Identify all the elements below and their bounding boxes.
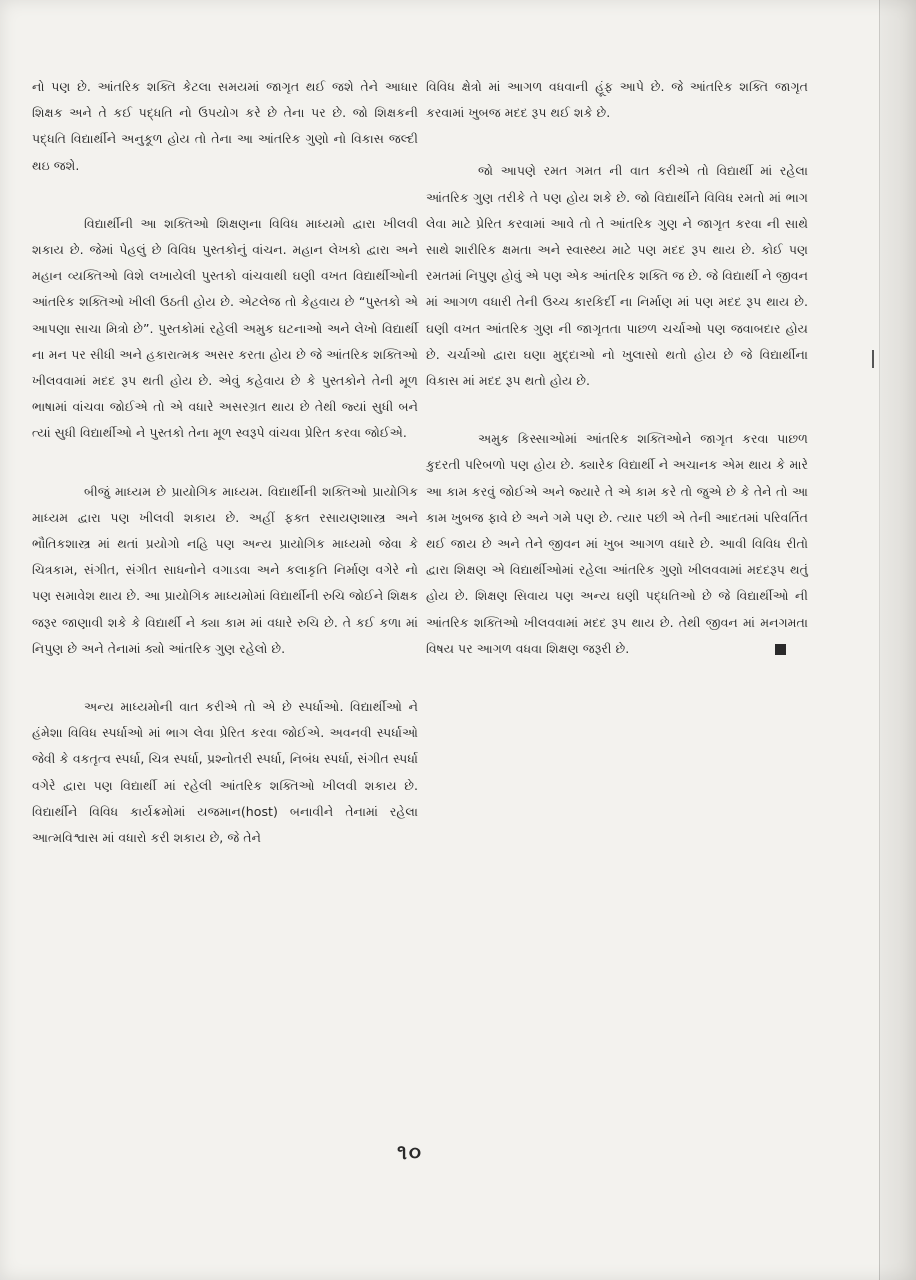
end-of-article-mark <box>775 644 786 655</box>
page-fold-line <box>879 0 880 1280</box>
left-paragraph-3: બીજું માધ્યમ છે પ્રાયોગિક માધ્યમ. વિદ્યાર્થીની શક્તિઓ પ્રાયોગિક માધ્યમ દ્વારા પણ ખીલવી શકાય છે. અહીં ફક્ત રસાયણશાસ્ત્ર અને ભૌતિકશાસ્ત્ર માં થતાં પ્રયોગો નહિ પણ અન્ય પ્રાયોગિક માધ્યમો જેવા કે ચિત્રકામ, સંગીત, સંગીત સાધનોને વગાડવા અને કલાકૃતિ નિર્માણ વગેરે નો પણ સમાવેશ થાય છે. આ પ્રાયોગિક માધ્યમોમાં વિદ્યાર્થીની રુચિ જોઈને શિક્ષક જરૂર જાણાવી શકે કે વિદ્યાર્થી ને ક્યા કામ માં વધારે રુચિ છે. તે કઈ કળા માં નિપુણ છે અને તેનામાં ક્યો આંતરિક ગુણ રહેલો છે. <box>32 483 418 656</box>
right-paragraph-3 <box>426 426 808 662</box>
right-paragraph-1: વિવિધ ક્ષેત્રો માં આગળ વધવાની હૂંફ આપે છે. જે આંતરિક શક્તિ જાગૃત કરવામાં ખુબજ મદદ રૂપ થઈ શકે છે. <box>426 79 808 121</box>
right-paragraph-3-text: અમુક કિસ્સાઓમાં આંતરિક શક્તિઓને જાગૃત કરવા પાછળ કુદરતી પરિબળો પણ હોય છે. ક્યારેક વિદ્યાર્થી ને અચાનક એમ થાય કે મારે આ કામ કરવું જોઈએ અને જ્યારે તે એ કામ કરે તો જુએ છે કે તેને તો આ કામ ખુબજ ફાવે છે અને ગમે પણ છે. ત્યાર પછી એ તેની આદતમાં પરિવર્તિત થઈ જાય છે અને તેને જીવન માં ખુબ આગળ વધારે છે. આવી વિવિધ રીતો દ્વારા શિક્ષણ એ વિદ્યાર્થીઓમાં રહેલા આંતરિક ગુણો ખીલવવામાં મદદરૂપ થતું હોય છે. શિક્ષણ સિવાય પણ અન્ય ઘણી પદ્ધતિઓ છે જે વિદ્યાર્થીઓ ની આંતરિક શક્તિઓ ખીલવવામાં મદદ રૂપ થાય છે. તેથી જીવન માં મનગમતા વિષય પર આગળ વધવા શિક્ષણ જરૂરી છે. <box>426 431 808 656</box>
right-column <box>426 74 808 662</box>
page-edge-mark <box>872 350 880 368</box>
page-number: ૧૦ <box>397 1140 423 1164</box>
left-column <box>32 74 418 851</box>
left-paragraph-4: અન્ય માધ્યમોની વાત કરીએ તો એ છે સ્પર્ધાઓ. વિદ્યાર્થીઓ ને હંમેશા વિવિધ સ્પર્ધાઓ માં ભાગ લેવા પ્રેરિત કરવા જોઈએ. અવનવી સ્પર્ધાઓ જેવી કે વકતૃત્વ સ્પર્ધા, ચિત્ર સ્પર્ધા, પ્રશ્નોતરી સ્પર્ધા, નિબંધ સ્પર્ધા, સંગીત સ્પર્ધા વગેરે દ્વારા પણ વિદ્યાર્થી માં રહેલી આંતરિક શક્તિઓ ખીલવી શકાય છે. વિદ્યાર્થીને વિવિધ કાર્યક્રમોમાં યજમાન(host) બનાવીને તેનામાં રહેલા આત્મવિશ્વાસ માં વધારો કરી શકાય છે, જે તેને <box>32 699 418 846</box>
page-gutter-shadow <box>880 0 916 1280</box>
left-paragraph-2: વિદ્યાર્થીની આ શક્તિઓ શિક્ષણના વિવિધ માધ્યમો દ્વારા ખીલવી શકાય છે. જેમાં પેહલું છે વિવિધ પુસ્તકોનું વાંચન. મહાન લેખકો દ્વારા અને મહાન વ્યક્તિઓ વિશે લખાયેલી પુસ્તકો વાંચવાથી ઘણી વખત વિદ્યાર્થીઓની આંતરિક શક્તિઓ ખીલી ઉઠતી હોય છે. એટલેજ તો કેહવાય છે “પુસ્તકો એ આપણા સાચા મિત્રો છે”. પુસ્તકોમાં રહેલી અમુક ઘટનાઓ અને લેખો વિદ્યાર્થી ના મન પર સીધી અને હકારાત્મક અસર કરતા હોય છે જે આંતરિક શક્તિઓ ખીલવવામાં મદદ રૂપ થતી હોય છે. એવું કહેવાય છે કે પુસ્તકોને તેની મૂળ ભાષામાં વાંચવા જોઈએ તો એ વધારે અસરગ્રત થાય છે તેથી જ્યાં સુધી બને ત્યાં સુધી વિદ્યાર્થીઓ ને પુસ્તકો તેના મૂળ સ્વરૂપે વાંચવા પ્રેરિત કરવા જોઈએ. <box>32 215 418 441</box>
left-paragraph-1: નો પણ છે. આંતરિક શક્તિ કેટલા સમયમાં જાગૃત થઈ જશે તેને આધાર શિક્ષક અને તે કઈ પદ્ધતિ નો ઉપયોગ કરે છે તેના પર છે. જો શિક્ષકની પદ્ધતિ વિદ્યાર્થીને અનુકૂળ હોય તો તેના આ આંતરિક ગુણો નો વિકાસ જલ્દી થઇ જશે. <box>32 79 418 173</box>
right-paragraph-2: જો આપણે રમત ગમત ની વાત કરીએ તો વિદ્યાર્થી માં રહેલા આંતરિક ગુણ તરીકે તે પણ હોય શકે છે. જો વિદ્યાર્થીને વિવિધ રમતો માં ભાગ લેવા માટે પ્રેરિત કરવામાં આવે તો તે આંતરિક ગુણ ને જાગૃત કરવા ની સાથે સાથે શારીરિક ક્ષમતા અને સ્વાસ્થ્ય માટે પણ મદદ રૂપ થાય છે. કોઈ પણ રમતમાં નિપુણ હોવું એ પણ એક આંતરિક શક્તિ જ છે. જે વિદ્યાર્થી ને જીવન માં આગળ વધારી તેની ઉચ્ચ કારકિર્દી ના નિર્માણ માં પણ મદદ રૂપ થાય છે. ઘણી વખત આંતરિક ગુણ ની જાગૃતતા પાછળ ચર્ચાઓ પણ જવાબદાર હોય છે. ચર્ચાઓ દ્વારા ઘણા મુદ્દાઓ નો ખુલાસો થતો હોય છે જે વિદ્યાર્થીના વિકાસ માં મદદ રૂપ થતો હોય છે. <box>426 163 808 389</box>
